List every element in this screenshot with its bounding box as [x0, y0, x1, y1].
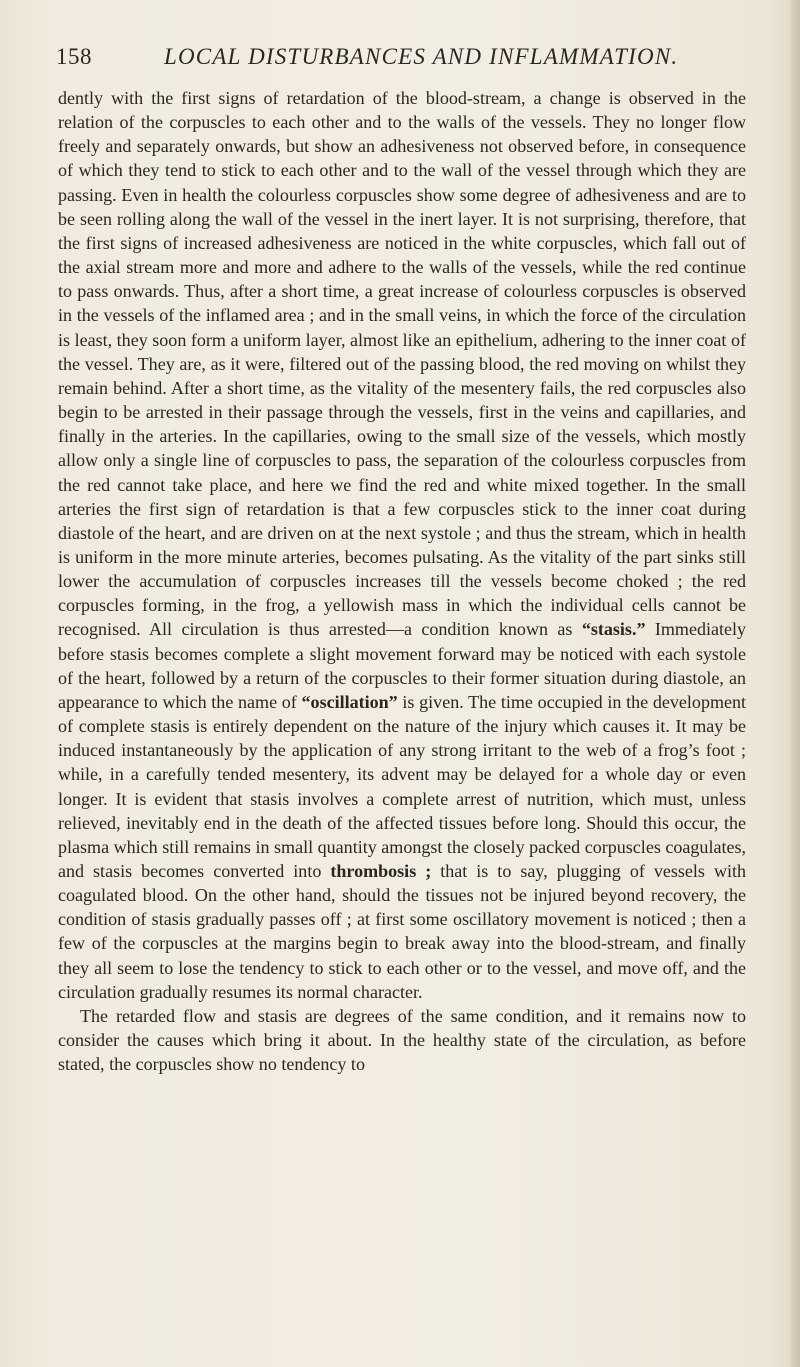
paragraph-1-text-d: that is to say, plugging of vessels with coagulated blood. On the other hand, should the tissues not be injured beyond recovery, the condition of stasis gradually passes off ; at first some oscillatory movement is noticed ; then a few of the corpuscles at the margins begin to break away into the blood-stream, and finally they all seem to lose the tendency to stick to each other or to the vessel, and move off, and the circulation gradually resumes its normal character.	[58, 861, 747, 1002]
page-edge	[791, 0, 800, 1367]
page-header	[56, 44, 746, 74]
paragraph-1-text-a: dently with the first signs of retardation of the blood-stream, a change is observed in the relation of the corpuscles to each other and to the walls of the vessels. They no longer flow freely and separately onwards, but show an adhesiveness not observed before, in consequence of which they tend to stick to each other and to the wall of the vessel through which they are passing. Even in health the colourless corpuscles show some degree of adhesiveness and are to be seen rolling along the wall of the vessel in the inert layer. It is not surprising, therefore, that the first signs of increased adhesiveness are noticed in the white corpuscles, which fall out of the axial stream more and more and adhere to the walls of the vessels, while the red continue to pass onwards. Thus, after a short time, a great increase of colourless corpuscles is observed in the vessels of the inflamed area ; and in the small veins, in which the force of the circulation is least, they soon form a uniform layer, almost like an epithelium, adhering to the inner coat of the vessel. They are, as it were, filtered out of the passing blood, the red moving on whilst they remain behind. After a short time, as the vitality of the mesentery fails, the red corpuscles also begin to be arrested in their passage through the vessels, first in the veins and capillaries, and finally in the arteries. In the capillaries, owing to the small size of the vessels, which mostly allow only a single line of corpuscles to pass, the separation of the colourless corpuscles from the red cannot take place, and here we find the red and white mixed together. In the small arteries the first sign of retardation is that a few corpuscles stick to the inner coat during diastole of the heart, and are driven on at the next systole ; and thus the stream, which in health is uniform in the more minute arteries, becomes pulsating. As the vitality of the part sinks still lower the accumulation of corpuscles increases till the vessels become choked ; the red corpuscles forming, in the frog, a yellowish mass in which the individual cells cannot be recognised. All circulation is thus arrested—a condition known as	[58, 88, 746, 640]
term-stasis: “stasis.”	[581, 619, 646, 640]
paragraph-2: The retarded flow and stasis are degrees of the same condition, and it remains now to consider the causes which bring it about. In the healthy state of the circulation, as before stated, the corpuscles show no tendency to	[58, 1005, 746, 1075]
body-text	[58, 86, 746, 1076]
paragraph-1-text-c: is given. The time occupied in the development of complete stasis is entirely dependent on the nature of the injury which causes it. It may be induced instantaneously by the application of any strong irritant to the web of a frog’s foot ; while, in a carefully tended mesentery, its advent may be delayed for a whole day or even longer. It is evident that stasis involves a complete arrest of nutrition, which must, unless relieved, inevitably end in the death of the affected tissues before long. Should this occur, the plasma which still remains in small quantity amongst the closely packed corpuscles coagulates, and stasis becomes converted into	[58, 691, 747, 881]
paragraph-1	[58, 86, 746, 1004]
paragraph-1-text-b: Immediately before stasis becomes complete a slight movement forward may be noticed with each systole of the heart, followed by a return of the corpuscles to their former situation during diastole, an appearance to which the name of	[58, 619, 747, 712]
running-head: LOCAL DISTURBANCES AND INFLAMMATION.	[164, 44, 679, 69]
page-number: 158	[56, 44, 92, 69]
term-oscillation: “oscillation”	[301, 691, 398, 712]
term-thrombosis: thrombosis ;	[330, 861, 432, 881]
